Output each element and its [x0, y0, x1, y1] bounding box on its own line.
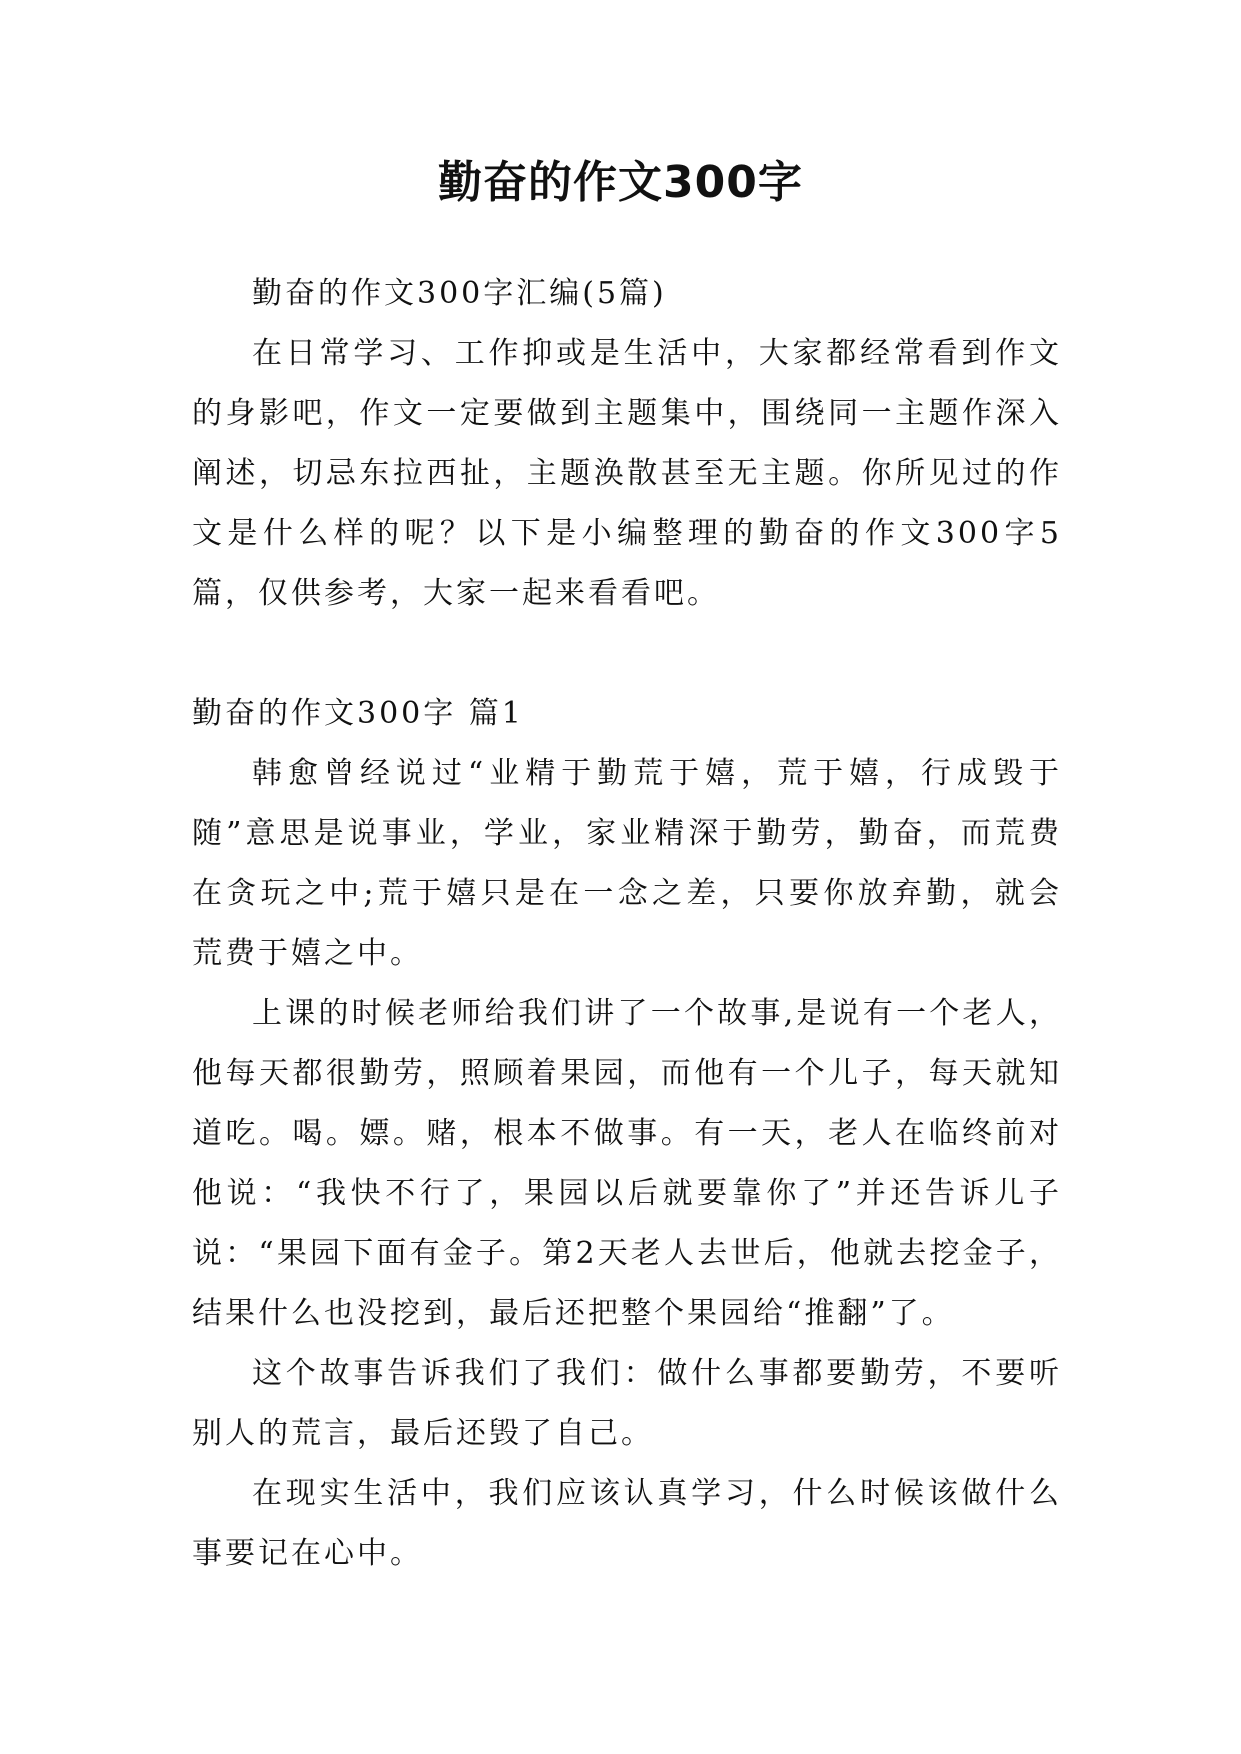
body-paragraph: 韩愈曾经说过“业精于勤荒于嬉，荒于嬉，行成毁于随”意思是说事业，学业，家业精深于勤劳，勤奋，而荒费在贪玩之中;荒于嬉只是在一念之差，只要你放弃勤，就会荒费于嬉之中。: [192, 756, 1062, 971]
document-title: 勤奋的作文300字: [438, 157, 803, 208]
document-body: [192, 264, 1062, 1584]
section-spacer: [192, 624, 1062, 684]
section-heading: 勤奋的作文300字 篇1: [192, 696, 524, 731]
body-paragraph: 上课的时候老师给我们讲了一个故事,是说有一个老人，他每天都很勤劳，照顾着果园，而他有一个儿子，每天就知道吃。喝。嫖。赌，根本不做事。有一天，老人在临终前对他说：“我快不行了，果园以后就要靠你了”并还告诉儿子说：“果园下面有金子。第2天老人去世后，他就去挖金子，结果什么也没挖到，最后还把整个果园给“推翻”了。: [192, 996, 1062, 1331]
document-subtitle: 勤奋的作文300字汇编(5篇): [252, 276, 667, 311]
intro-paragraph: 在日常学习、工作抑或是生活中，大家都经常看到作文的身影吧，作文一定要做到主题集中，围绕同一主题作深入阐述，切忌东拉西扯，主题涣散甚至无主题。你所见过的作文是什么样的呢？以下是小编整理的勤奋的作文300字5篇，仅供参考，大家一起来看看吧。: [192, 336, 1062, 611]
body-paragraph: 在现实生活中，我们应该认真学习，什么时候该做什么事要记在心中。: [192, 1476, 1062, 1571]
body-paragraph: 这个故事告诉我们了我们：做什么事都要勤劳，不要听别人的荒言，最后还毁了自己。: [192, 1356, 1062, 1451]
